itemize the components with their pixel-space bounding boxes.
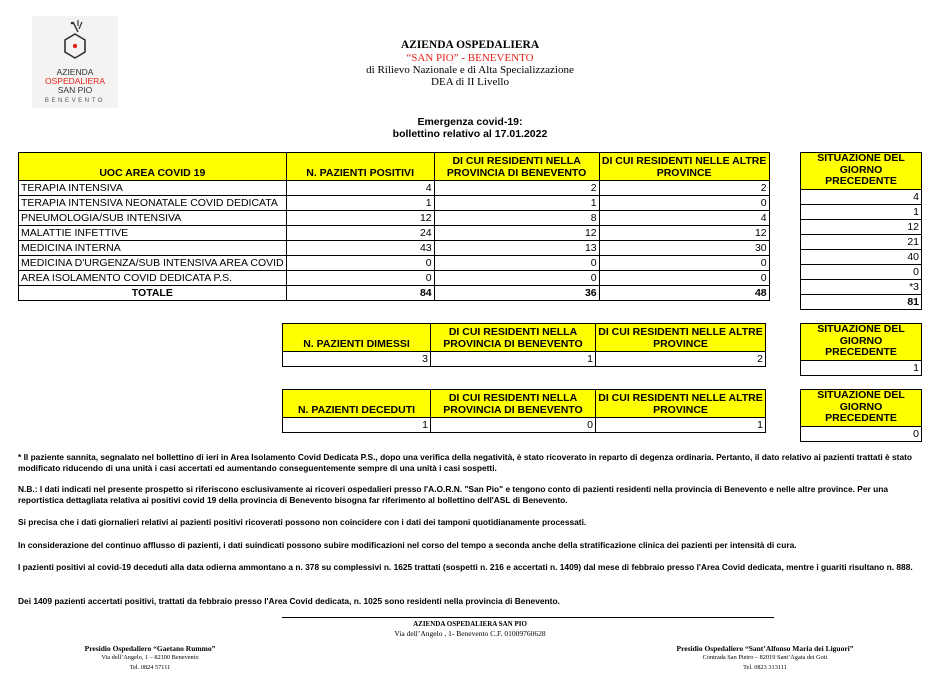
footer-right-phone: Tel. 0823 313111 [743, 664, 787, 671]
cell-value: 3 [283, 352, 431, 367]
cell-value: 4 [286, 181, 434, 196]
cell-value: 12 [599, 226, 769, 241]
row-label: AREA ISOLAMENTO COVID DEDICATA P.S. [19, 271, 287, 286]
header-line3: di Rilievo Nazionale e di Alta Specializzazione [366, 64, 574, 76]
cell-value: 1 [801, 360, 922, 375]
column-header: N. PAZIENTI DECEDUTI [283, 390, 431, 418]
total-value: 84 [286, 286, 434, 301]
logo-text-line3: SAN PIO [57, 85, 93, 95]
table-row [19, 226, 770, 241]
cell-value: 0 [599, 256, 769, 271]
column-header: SITUAZIONE DEL GIORNO PRECEDENTE [801, 390, 922, 427]
column-header: SITUAZIONE DEL GIORNO PRECEDENTE [801, 324, 922, 361]
covid-area-table [18, 152, 770, 301]
table-header-row [19, 153, 770, 181]
column-header: N. PAZIENTI DIMESSI [283, 324, 431, 352]
cell-value: *3 [801, 279, 922, 294]
cell-value: 24 [286, 226, 434, 241]
cell-value: 0 [801, 426, 922, 441]
logo-city: BENEVENTO [44, 98, 106, 104]
cell-value: 2 [434, 181, 599, 196]
cell-value: 1 [286, 196, 434, 211]
header-subtitle: “SAN PIO” - BENEVENTO [406, 52, 534, 64]
cell-value: 0 [599, 271, 769, 286]
total-row [19, 286, 770, 301]
cell-value: 4 [801, 189, 922, 204]
cell-value: 1 [596, 418, 766, 433]
note-nb: N.B.: I dati indicati nel presente prospetto si riferiscono esclusivamente ai ricoveri ospedalieri presso l'A.O.R.N. "San Pio" e tengono conto di pazienti residenti nella provincia di Benevento e nelle altre province. Per una reportistica dettagliata relativa ai positivi covid 19 della provincia di Benevento bisogna far riferimento al bollettino dell'ASL di Benevento. [18, 484, 888, 505]
total-label: TOTALE [19, 286, 287, 301]
column-header: DI CUI RESIDENTI NELLA PROVINCIA DI BENEVENTO [431, 324, 596, 352]
footer-right-presidio: Presidio Ospedaliero “Sant’Alfonso Maria dei Liguori” [676, 644, 854, 653]
hospital-logo [32, 16, 118, 108]
note-footnote: * Il paziente sannita, segnalato nel bollettino di ieri in Area Isolamento Covid Dedicata P.S., dopo una verifica della negatività, è stato ricoverato in reparto di degenza ordinaria. Pertanto, il dato relativo ai pazienti trattati è stato modificato riducendo di una unità i casi accertati ed aumentando conseguentemente sempre di una unità i casi sospetti. [18, 452, 913, 473]
row-label: MALATTIE INFETTIVE [19, 226, 287, 241]
cell-value: 1 [283, 418, 431, 433]
logo-text-line2: OSPEDALIERA [45, 76, 105, 86]
note-precision: Si precisa che i dati giornalieri relativi ai pazienti positivi ricoverati possono non coincidere con i dati dei tamponi quotidianamente processati. [18, 517, 587, 527]
footer-right-address: Contrada San Pietro – 82019 Sant’Agata dei Goti [702, 654, 828, 661]
cell-value: 0 [599, 196, 769, 211]
discharged-table [282, 323, 766, 367]
table-row [19, 241, 770, 256]
cell-value: 0 [286, 256, 434, 271]
note-residents-summary: Dei 1409 pazienti accertati positivi, trattati da febbraio presso l'Area Covid dedicata, n. 1025 sono residenti nella provincia di Benevento. [18, 596, 560, 606]
cell-value: 0 [431, 418, 596, 433]
column-header: DI CUI RESIDENTI NELLA PROVINCIA DI BENEVENTO [434, 153, 599, 181]
table-row [283, 418, 766, 433]
note-consideration: In considerazione del continuo afflusso di pazienti, i dati suindicati possono subire modificazioni nel corso del tempo a seconda anche della stratificazione clinica dei pazienti per intensità di cura. [18, 540, 797, 550]
cell-value: 21 [801, 234, 922, 249]
cell-value: 2 [599, 181, 769, 196]
footer-org-address: Via dell’Angelo , 1- Benevento C.F. 01009760628 [394, 629, 546, 638]
cell-value: 43 [286, 241, 434, 256]
total-value: 36 [434, 286, 599, 301]
table-row [19, 256, 770, 271]
cell-value: 40 [801, 249, 922, 264]
total-value: 48 [599, 286, 769, 301]
table-row [19, 196, 770, 211]
cell-value: 0 [801, 264, 922, 279]
logo-emblem-icon [32, 16, 118, 68]
column-header: DI CUI RESIDENTI NELLA PROVINCIA DI BENEVENTO [431, 390, 596, 418]
cell-value: 30 [599, 241, 769, 256]
cell-value: 12 [434, 226, 599, 241]
deceased-table [282, 389, 766, 433]
table-row [19, 211, 770, 226]
column-header: DI CUI RESIDENTI NELLE ALTRE PROVINCE [596, 390, 766, 418]
row-label: TERAPIA INTENSIVA NEONATALE COVID DEDICATA [19, 196, 287, 211]
row-label: MEDICINA D'URGENZA/SUB INTENSIVA AREA COVID [19, 256, 287, 271]
cell-value: 12 [286, 211, 434, 226]
header-line4: DEA di II Livello [431, 76, 509, 88]
cell-value: 12 [801, 219, 922, 234]
deceased-previous-table [800, 389, 922, 442]
cell-value: 8 [434, 211, 599, 226]
cell-value: 1 [431, 352, 596, 367]
row-label: PNEUMOLOGIA/SUB INTENSIVA [19, 211, 287, 226]
column-header: SITUAZIONE DEL GIORNO PRECEDENTE [801, 153, 922, 190]
footer-left-address: Via dell’Angelo, 1 – 82100 Benevento [101, 654, 199, 661]
discharged-previous-table [800, 323, 922, 376]
table-row [19, 181, 770, 196]
total-value: 81 [801, 294, 922, 309]
cell-value: 2 [596, 352, 766, 367]
cell-value: 0 [434, 271, 599, 286]
cell-value: 0 [434, 256, 599, 271]
footer-divider [282, 617, 774, 618]
table-row [283, 352, 766, 367]
column-header: DI CUI RESIDENTI NELLE ALTRE PROVINCE [599, 153, 769, 181]
cell-value: 1 [434, 196, 599, 211]
footer-left-presidio: Presidio Ospedaliero “Gaetano Rummo” [84, 644, 216, 653]
logo-text-line1: AZIENDA [56, 67, 94, 77]
row-label: TERAPIA INTENSIVA [19, 181, 287, 196]
column-header: N. PAZIENTI POSITIVI [286, 153, 434, 181]
report-title: Emergenza covid-19: [417, 116, 523, 128]
cell-value: 13 [434, 241, 599, 256]
cell-value: 0 [286, 271, 434, 286]
table-row [19, 271, 770, 286]
report-date: bollettino relativo al 17.01.2022 [392, 128, 548, 140]
footer-org-name: AZIENDA OSPEDALIERA SAN PIO [413, 620, 527, 628]
note-deceased-summary: I pazienti positivi al covid-19 deceduti alla data odierna ammontano a n. 378 su complessivi n. 1625 trattati (sospetti n. 216 e accertati n. 1409) dal mese di febbraio presso l'Area Covid dedicata, mentre i guariti risultano n. 888. [18, 562, 913, 572]
previous-day-table [800, 152, 922, 310]
row-label: MEDICINA INTERNA [19, 241, 287, 256]
footer-left-phone: Tel. 0824 57111 [129, 664, 171, 671]
cell-value: 4 [599, 211, 769, 226]
column-header: DI CUI RESIDENTI NELLE ALTRE PROVINCE [596, 324, 766, 352]
cell-value: 1 [801, 204, 922, 219]
header-title: AZIENDA OSPEDALIERA [400, 39, 540, 51]
column-header: UOC AREA COVID 19 [19, 153, 287, 181]
